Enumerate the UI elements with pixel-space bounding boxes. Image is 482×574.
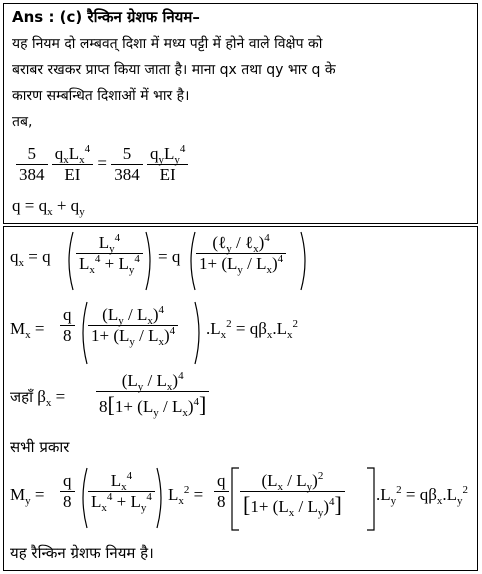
equation-load-sum: $q = q_x + q_y$ xyxy=(12,196,85,218)
intro-line-4: तब, xyxy=(12,114,33,130)
fraction-q-8-my: $\frac{q}{8}$ xyxy=(60,471,75,512)
paren-right xyxy=(156,467,166,529)
paren-left xyxy=(78,467,88,529)
intro-line-2: बराबर रखकर प्राप्त किया जाता है। माना qx तथा qy भार q के xyxy=(12,62,336,78)
fraction-mx: $\frac{(L_y / L_x)^4}{1+ (L_y / L_x)^4}$ xyxy=(88,305,178,346)
fraction-qx-1: $\frac{L_y^4}{L_x^4 + L_y^4}$ xyxy=(76,233,143,274)
paren-right xyxy=(194,301,204,365)
similarly-text: सभी प्रकार xyxy=(10,438,70,456)
intro-line-3: कारण सम्बन्धित दिशाओं में भार है। xyxy=(12,88,190,104)
equation-beta-x: जहाँ $\beta_x$ = xyxy=(10,387,66,409)
fraction-my-2: $\frac{(L_x / L_y)^2}{[1+ (L_x / L_y)^4]}$ xyxy=(240,471,345,518)
paren-right xyxy=(300,231,310,291)
equation-mx-tail: $.L_x^2 = q\beta_x.L_x^2$ xyxy=(206,318,299,341)
paren-left xyxy=(186,231,196,291)
fraction-beta-x: $\frac{(L_y / L_x)^4}{8[1+ (L_y / L_x)^4]}$ xyxy=(96,371,209,418)
bracket-left xyxy=(230,467,240,531)
answer-heading: Ans : (c) रैन्किन ग्रेशफ नियम– xyxy=(12,8,200,26)
paren-right xyxy=(145,231,155,291)
fraction-q-8: $\frac{q}{8}$ xyxy=(60,305,75,346)
bracket-right xyxy=(366,467,376,531)
equation-my-mid: $L_x^2$ = xyxy=(168,484,204,507)
equation-mx: $M_x$ = xyxy=(10,319,45,341)
answer-box-bottom xyxy=(3,226,478,571)
equation-qx-mid: = q xyxy=(158,247,181,266)
paren-left xyxy=(78,301,88,365)
intro-line-1: यह नियम दो लम्बवत् दिशा में मध्य पट्टी में होने वाले विक्षेप को xyxy=(12,36,323,52)
conclusion-text: यह रैन्किन ग्रेशफ नियम है। xyxy=(10,544,154,562)
fraction-q-8-my-2: $\frac{q}{8}$ xyxy=(214,471,229,512)
fraction-my-1: $\frac{L_x^4}{L_x^4 + L_y^4}$ xyxy=(88,471,155,512)
answer-box-top xyxy=(3,3,478,224)
fraction-qx-2: $\frac{(\ell_y / \ell_x)^4}{1+ (L_y / L_x)^4}$ xyxy=(196,233,286,274)
equation-deflection-balance: $\frac{5}{384}$ $\frac{q_xL_x^4}{EI}$ = $\frac{5}{384}$ $\frac{q_yL_y^4}{EI}$ xyxy=(16,144,188,185)
equation-qx: $q_x = q$ xyxy=(10,247,51,269)
equation-my-tail: $.L_y^2 = q\beta_x.L_y^2$ xyxy=(376,484,469,507)
paren-left xyxy=(64,231,74,291)
equation-my: $M_y$ = xyxy=(10,485,45,507)
